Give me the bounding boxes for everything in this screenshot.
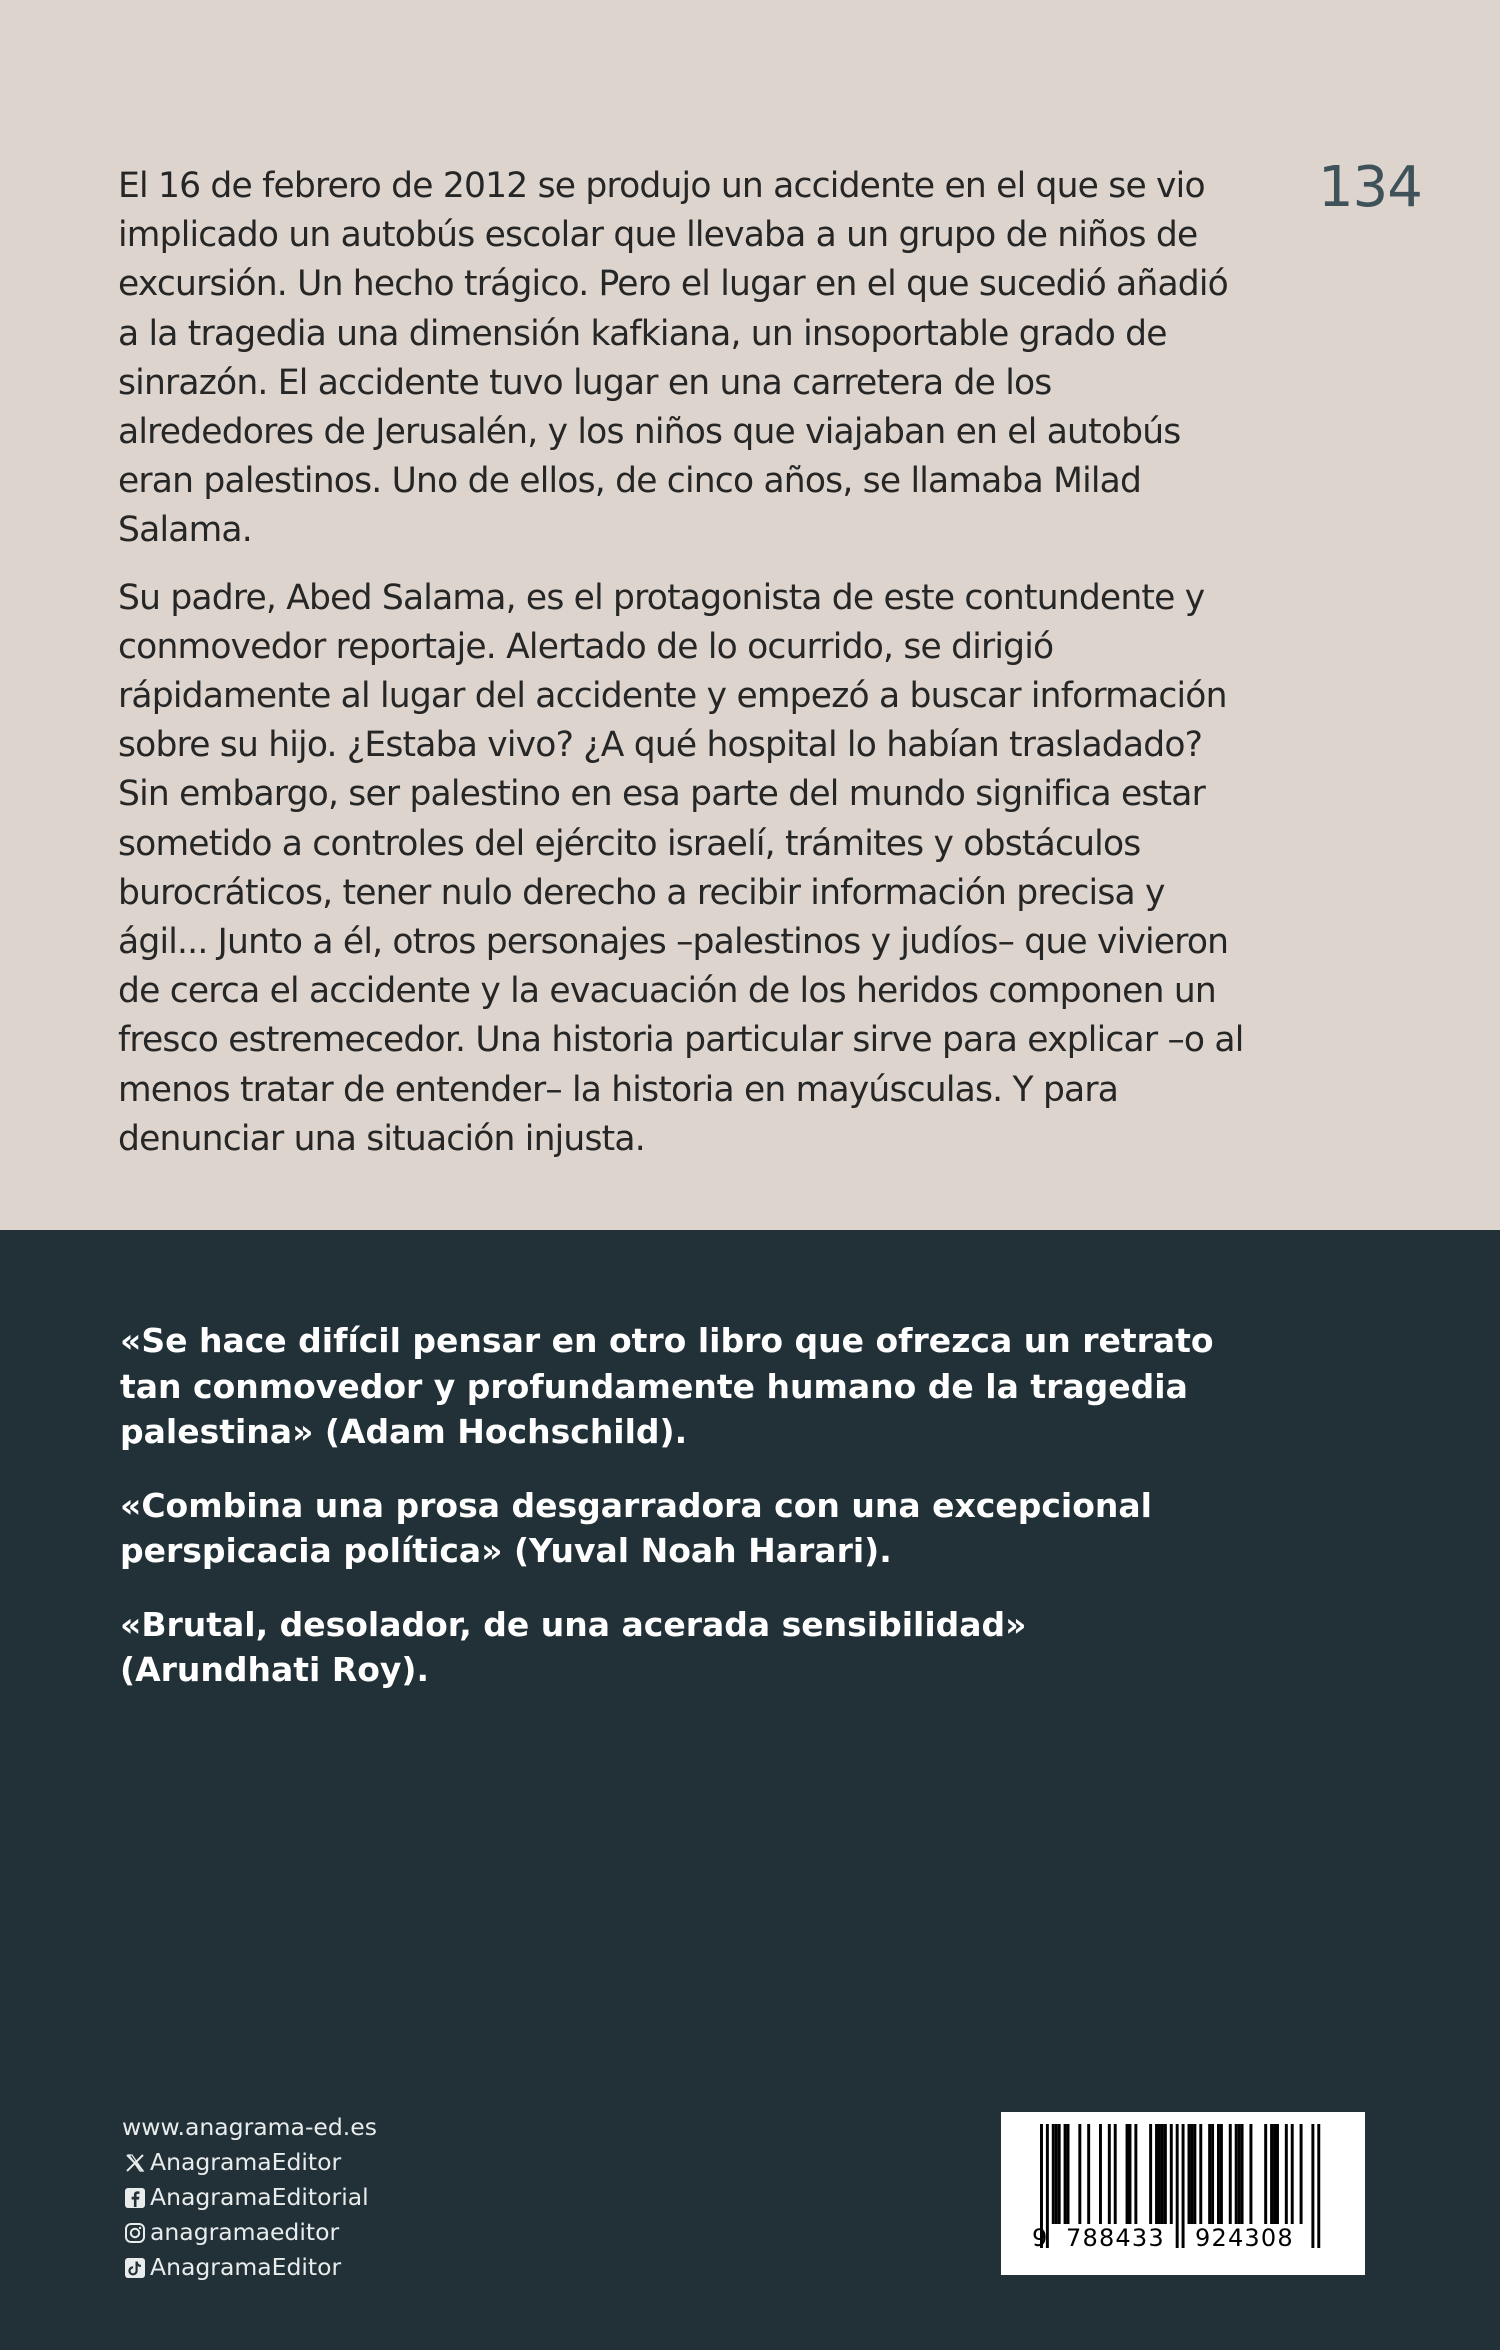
instagram-line[interactable] <box>122 2215 377 2250</box>
isbn-barcode <box>1001 2112 1365 2275</box>
barcode-bar <box>1126 2124 1129 2224</box>
barcode-group-2: 924308 <box>1195 2224 1294 2252</box>
barcode-bar <box>1052 2124 1055 2224</box>
barcode-bar <box>1311 2124 1314 2248</box>
tiktok-icon <box>122 2255 148 2281</box>
barcode-bar <box>1238 2124 1241 2224</box>
barcode-bar <box>1199 2124 1202 2224</box>
barcode-bar <box>1285 2124 1288 2224</box>
barcode-bar <box>1078 2124 1081 2224</box>
barcode-bar <box>1114 2124 1117 2224</box>
barcode-bar <box>1067 2124 1070 2224</box>
barcode-bar <box>1064 2124 1067 2224</box>
barcode-bar <box>1193 2124 1196 2224</box>
tiktok-handle[interactable]: AnagramaEditor <box>150 2253 342 2281</box>
tiktok-line[interactable] <box>122 2250 377 2285</box>
barcode-group-1: 788433 <box>1066 2224 1165 2252</box>
barcode-bar <box>1270 2124 1273 2224</box>
barcode-bar <box>1099 2124 1102 2224</box>
barcode-bar <box>1291 2124 1294 2224</box>
barcode-bar <box>1164 2124 1167 2224</box>
barcode-bar <box>1241 2124 1244 2224</box>
barcode-bar <box>1155 2124 1158 2224</box>
x-line[interactable] <box>122 2145 377 2180</box>
synopsis-paragraph: El 16 de febrero de 2012 se produjo un accidente en el que se vio implicado un autobús escolar que llevaba a un grupo de niños de excursión. Un hecho trágico. Pero el lugar en el que sucedió añadió a la tragedia una dimensión kafkiana, un insoportable grado de sinrazón. El accidente tuvo lugar en una carretera de los alrededores de Jerusalén, y los niños que viajaban en el autobús eran palestinos. Uno de ellos, de cinco años, se llamaba Milad Salama. <box>118 166 1228 551</box>
barcode-bar <box>1188 2124 1191 2224</box>
barcode-bar <box>1264 2124 1267 2224</box>
barcode-bar <box>1217 2124 1220 2224</box>
instagram-handle[interactable]: anagramaeditor <box>150 2218 340 2246</box>
barcode-bar <box>1190 2124 1193 2224</box>
barcode-bar <box>1087 2124 1090 2224</box>
barcode-bars <box>1004 2115 1362 2272</box>
barcode-bar <box>1317 2124 1320 2248</box>
barcode-bar <box>1161 2124 1164 2224</box>
barcode-bar <box>1108 2124 1111 2224</box>
barcode-bar <box>1170 2124 1173 2224</box>
barcode-bar <box>1058 2124 1061 2224</box>
barcode-bar <box>1208 2124 1211 2224</box>
review-quote: «Brutal, desolador, de una acerada sensibilidad» (Arundhati Roy). <box>120 1604 1027 1689</box>
barcode-bar <box>1220 2124 1223 2224</box>
barcode-bar <box>1149 2124 1152 2224</box>
barcode-bar <box>1211 2124 1214 2224</box>
barcode-bar <box>1235 2124 1238 2224</box>
barcode-bar <box>1176 2124 1179 2248</box>
review-quote: «Combina una prosa desgarradora con una excepcional perspicacia política» (Yuval Noah Harari). <box>120 1485 1152 1570</box>
instagram-icon <box>122 2220 148 2246</box>
facebook-line[interactable] <box>122 2180 377 2215</box>
barcode-bar <box>1134 2124 1137 2224</box>
synopsis-paragraph: Su padre, Abed Salama, es el protagonista de este contundente y conmovedor reportaje. Alertado de lo ocurrido, se dirigió rápidamente al lugar del accidente y empezó a buscar información sobre su hijo. ¿Estaba vivo? ¿A qué hospital lo habían trasladado? Sin embargo, ser palestino en esa parte del mundo significa estar sometido a controles del ejército israelí, trámites y obstáculos burocráticos, tener nulo derecho a recibir información precisa y ágil... Junto a él, otros personajes –palestinos y judíos– que vivieron de cerca el accidente y la evacuación de los heridos componen un fresco estremecedor. Una historia particular sirve para explicar –o al menos tratar de entender– la historia en mayúsculas. Y para denunciar una situación injusta. <box>118 577 1244 1159</box>
facebook-icon <box>122 2185 148 2211</box>
barcode-first-digit: 9 <box>1032 2224 1048 2252</box>
x-handle[interactable]: AnagramaEditor <box>150 2148 342 2176</box>
barcode-bar <box>1300 2124 1303 2224</box>
x-icon <box>122 2150 148 2176</box>
barcode-bar <box>1055 2124 1058 2224</box>
barcode-bar <box>1249 2124 1252 2224</box>
facebook-handle[interactable]: AnagramaEditorial <box>150 2183 369 2211</box>
review-quotes <box>120 1318 1230 1721</box>
synopsis <box>118 162 1248 1182</box>
website-link[interactable]: www.anagrama-ed.es <box>122 2113 377 2141</box>
series-number: 134 <box>1318 155 1422 220</box>
barcode-bar <box>1182 2124 1185 2248</box>
publisher-contacts <box>122 2110 377 2285</box>
website-line[interactable] <box>122 2110 377 2145</box>
barcode-bar <box>1276 2124 1279 2224</box>
review-quote: «Se hace difícil pensar en otro libro que ofrezca un retrato tan conmovedor y profundamente humano de la tragedia palestina» (Adam Hochschild). <box>120 1321 1214 1451</box>
barcode-bar <box>1273 2124 1276 2224</box>
barcode-bar <box>1129 2124 1132 2224</box>
barcode-bar <box>1229 2124 1232 2224</box>
barcode-bar <box>1158 2124 1161 2224</box>
